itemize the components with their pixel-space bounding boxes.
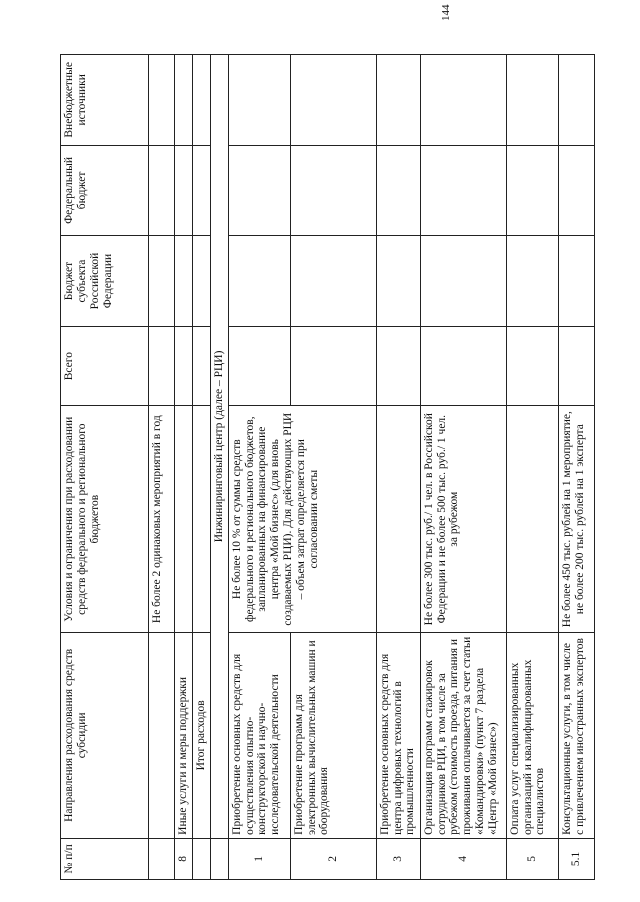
condition-cell: Не более 450 тыс. рублей на 1 мероприятие, не более 200 тыс. рублей на 1 эксперта bbox=[558, 406, 594, 632]
row-num: 2 bbox=[290, 838, 376, 879]
total-label: Итог расходов bbox=[192, 632, 210, 838]
row-num: 4 bbox=[420, 838, 506, 879]
row-num: 5 bbox=[506, 838, 558, 879]
table-row bbox=[149, 55, 175, 880]
header-regional: Бюджет субъекта Российской Федерации bbox=[61, 236, 149, 327]
section-row bbox=[210, 55, 228, 880]
direction-cell: Приобретение основных средств для центра цифровых технологий в промышленности bbox=[376, 632, 420, 838]
row-num: 1 bbox=[228, 838, 290, 879]
direction-cell: Приобретение программ для электронных вычислительных машин и оборудования bbox=[290, 632, 376, 838]
header-num: № п/п bbox=[61, 838, 149, 879]
table-row bbox=[558, 55, 594, 880]
table-row bbox=[376, 55, 420, 880]
table-row bbox=[506, 55, 558, 880]
header-total: Всего bbox=[61, 326, 149, 406]
header-offbudget: Внебюджетные источники bbox=[61, 55, 149, 146]
header-row bbox=[61, 55, 149, 880]
direction-cell: Приобретение основных средств для осуществления опытно-конструкторской и научно-исследовательской деятельности bbox=[228, 632, 290, 838]
row-num: 8 bbox=[175, 838, 193, 879]
header-conditions: Условия и ограничения при расходовании средств федерального и регионального бюджетов bbox=[61, 406, 149, 632]
table-row bbox=[175, 55, 193, 880]
expenses-table bbox=[60, 54, 595, 880]
header-federal: Федеральный бюджет bbox=[61, 145, 149, 236]
row-num: 5.1 bbox=[558, 838, 594, 879]
page-number: 144 bbox=[440, 4, 452, 21]
total-row bbox=[192, 55, 210, 880]
condition-cell: Не более 2 одинаковых мероприятий в год bbox=[149, 406, 175, 632]
header-direction: Направления расходования средств субсидии bbox=[61, 632, 149, 838]
direction-cell: Консультационные услуги, в том числе с привлечением иностранных экспертов bbox=[558, 632, 594, 838]
direction-cell: Организация программ стажировок сотрудников РЦИ, в том числе за рубежом (стоимость проезда, питания и проживания оплачивается за счет статьи «Командировки» (пункт 7 раздела «Центр «Мой бизнес») bbox=[420, 632, 506, 838]
row-num: 3 bbox=[376, 838, 420, 879]
table-row bbox=[228, 55, 290, 880]
rotated-table-sheet bbox=[60, 54, 586, 880]
condition-cell: Не более 10 % от суммы средств федерального и регионального бюджетов, запланированных на финансирование центра «Мой бизнес» (для вновь создаваемых РЦИ). Для действующих РЦИ – объем затрат определяется при согласовании сметы bbox=[228, 406, 376, 632]
direction-cell: Оплата услуг специализированных организаций и квалифицированных специалистов bbox=[506, 632, 558, 838]
table-row bbox=[420, 55, 506, 880]
direction-cell: Иные услуги и меры поддержки bbox=[175, 632, 193, 838]
section-title: Инжиниринговый центр (далее – РЦИ) bbox=[210, 55, 228, 839]
condition-cell: Не более 300 тыс. руб./ 1 чел. в Российской Федерации и не более 500 тыс. руб./ 1 чел. за рубежом bbox=[420, 406, 506, 632]
